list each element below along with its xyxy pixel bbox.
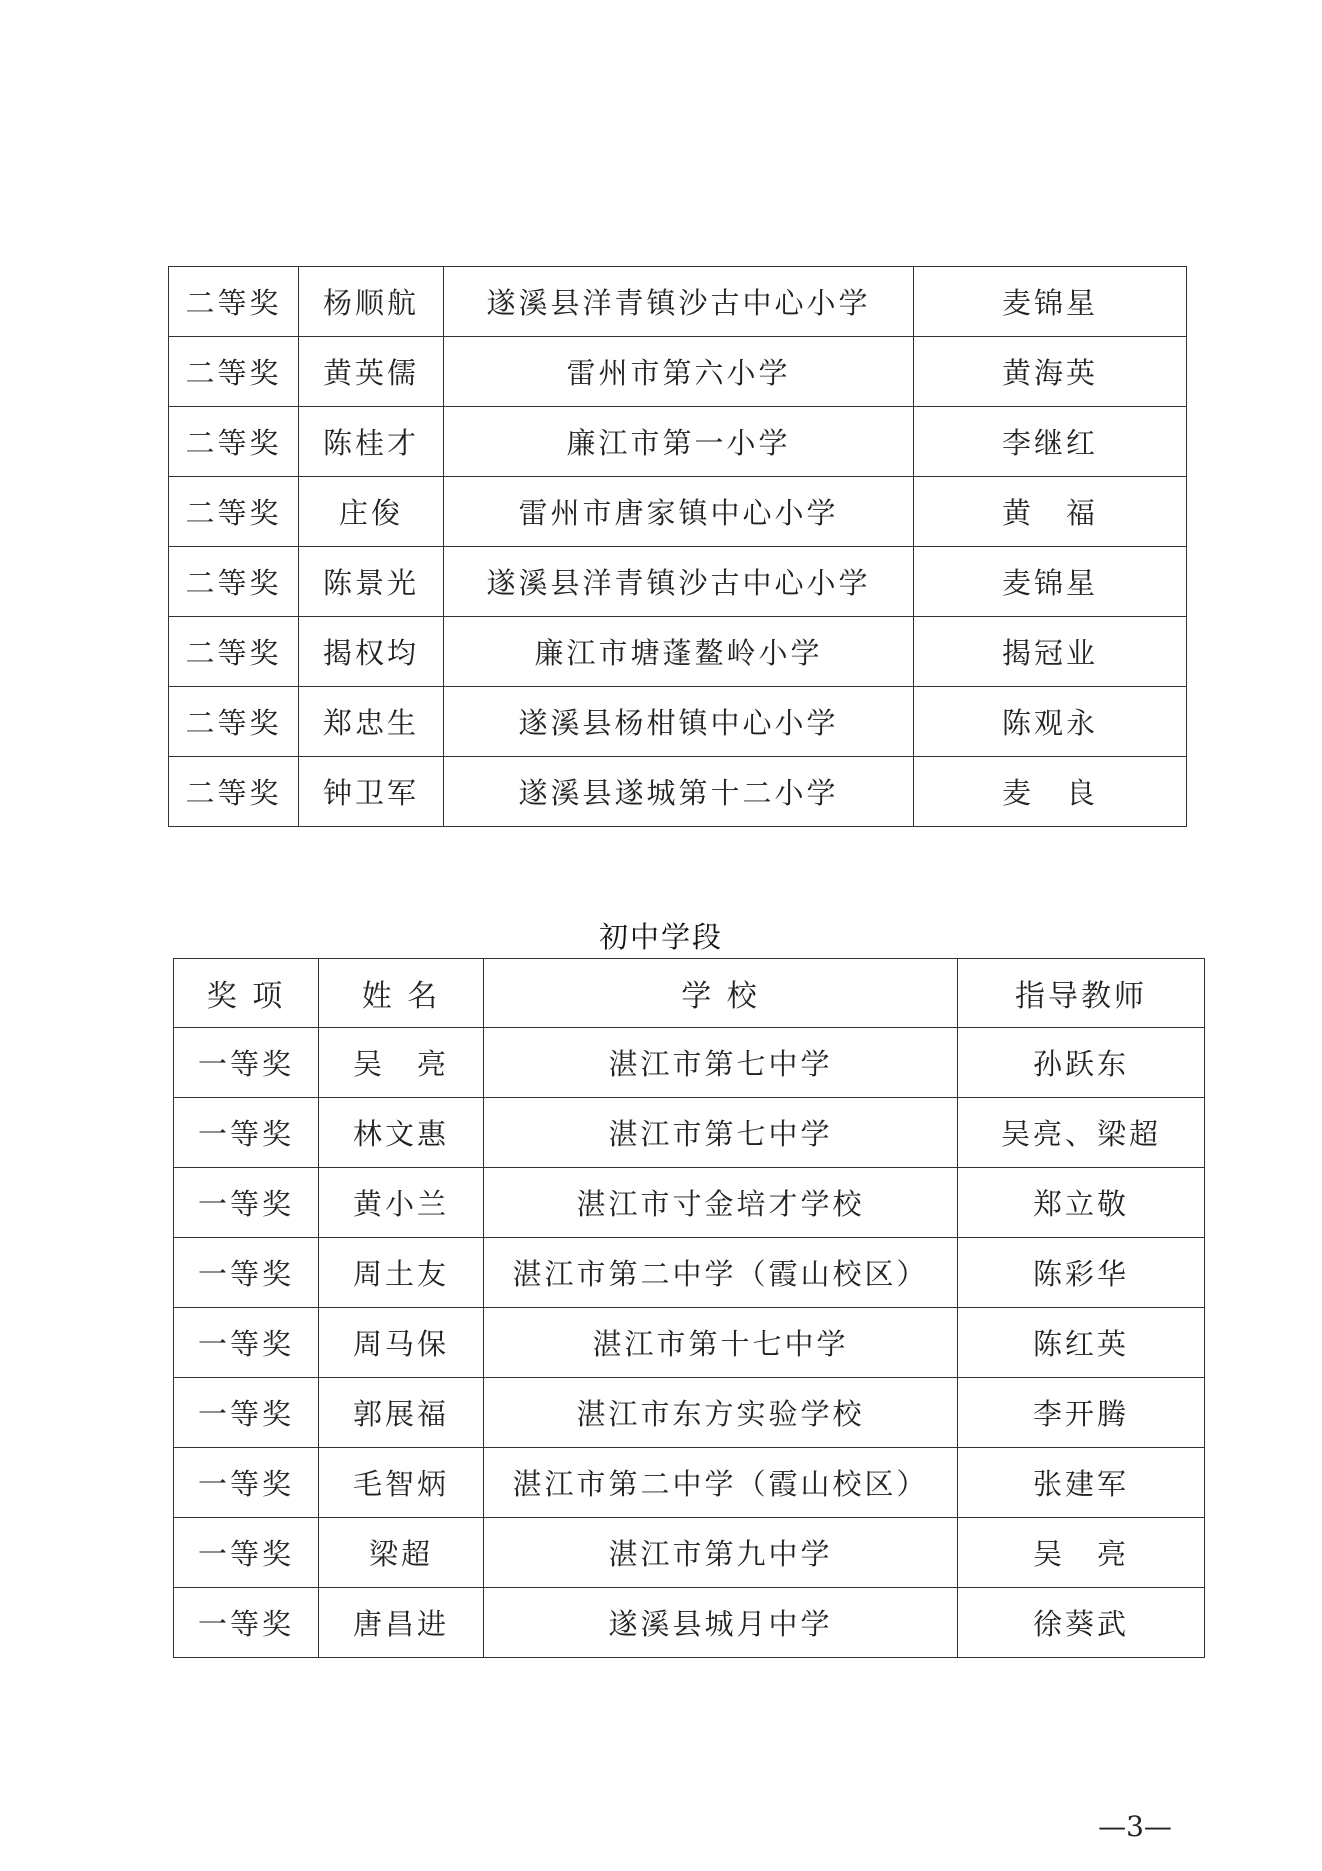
cell-award: 一等奖 xyxy=(174,1588,319,1658)
cell-award: 二等奖 xyxy=(169,407,299,477)
cell-award: 一等奖 xyxy=(174,1238,319,1308)
cell-teacher: 李继红 xyxy=(914,407,1187,477)
cell-teacher: 麦 良 xyxy=(914,757,1187,827)
cell-award: 一等奖 xyxy=(174,1518,319,1588)
cell-name: 黄英儒 xyxy=(299,337,444,407)
cell-name: 郭展福 xyxy=(319,1378,484,1448)
cell-teacher: 吴亮、梁超 xyxy=(958,1098,1205,1168)
cell-teacher: 黄 福 xyxy=(914,477,1187,547)
cell-name: 唐昌进 xyxy=(319,1588,484,1658)
cell-school: 遂溪县城月中学 xyxy=(484,1588,958,1658)
table-row xyxy=(174,1028,1205,1098)
table-row xyxy=(169,407,1187,477)
table-row xyxy=(169,337,1187,407)
cell-name: 周马保 xyxy=(319,1308,484,1378)
cell-teacher: 陈彩华 xyxy=(958,1238,1205,1308)
cell-name: 梁超 xyxy=(319,1518,484,1588)
table-row xyxy=(174,1238,1205,1308)
cell-award: 二等奖 xyxy=(169,477,299,547)
cell-teacher: 张建军 xyxy=(958,1448,1205,1518)
table-header-row xyxy=(174,959,1205,1028)
cell-school: 遂溪县洋青镇沙古中心小学 xyxy=(444,547,914,617)
header-name: 姓 名 xyxy=(319,959,484,1028)
cell-name: 郑忠生 xyxy=(299,687,444,757)
table-row xyxy=(169,547,1187,617)
cell-name: 陈桂才 xyxy=(299,407,444,477)
cell-school: 湛江市东方实验学校 xyxy=(484,1378,958,1448)
cell-name: 林文惠 xyxy=(319,1098,484,1168)
cell-school: 湛江市第七中学 xyxy=(484,1098,958,1168)
cell-name: 毛智炳 xyxy=(319,1448,484,1518)
cell-teacher: 陈红英 xyxy=(958,1308,1205,1378)
cell-name: 陈景光 xyxy=(299,547,444,617)
cell-award: 二等奖 xyxy=(169,337,299,407)
cell-school: 遂溪县杨柑镇中心小学 xyxy=(444,687,914,757)
table-row xyxy=(169,267,1187,337)
junior-table-body xyxy=(174,959,1205,1658)
cell-school: 遂溪县洋青镇沙古中心小学 xyxy=(444,267,914,337)
cell-school: 廉江市塘蓬鳌岭小学 xyxy=(444,617,914,687)
cell-name: 吴 亮 xyxy=(319,1028,484,1098)
cell-award: 二等奖 xyxy=(169,617,299,687)
primary-table-body xyxy=(169,267,1187,827)
cell-teacher: 陈观永 xyxy=(914,687,1187,757)
cell-award: 二等奖 xyxy=(169,547,299,617)
cell-name: 杨顺航 xyxy=(299,267,444,337)
cell-name: 揭权均 xyxy=(299,617,444,687)
header-award: 奖 项 xyxy=(174,959,319,1028)
cell-school: 雷州市第六小学 xyxy=(444,337,914,407)
cell-name: 庄俊 xyxy=(299,477,444,547)
table-row xyxy=(174,1308,1205,1378)
table-row xyxy=(169,477,1187,547)
cell-school: 湛江市第九中学 xyxy=(484,1518,958,1588)
cell-award: 一等奖 xyxy=(174,1098,319,1168)
cell-school: 遂溪县遂城第十二小学 xyxy=(444,757,914,827)
page-number: —3— xyxy=(1098,1810,1172,1843)
cell-award: 二等奖 xyxy=(169,267,299,337)
cell-teacher: 黄海英 xyxy=(914,337,1187,407)
table-row xyxy=(169,757,1187,827)
junior-awards-table xyxy=(173,958,1205,1658)
table-row xyxy=(174,1448,1205,1518)
header-teacher: 指导教师 xyxy=(958,959,1205,1028)
cell-teacher: 揭冠业 xyxy=(914,617,1187,687)
cell-teacher: 麦锦星 xyxy=(914,267,1187,337)
cell-teacher: 郑立敬 xyxy=(958,1168,1205,1238)
cell-school: 湛江市第十七中学 xyxy=(484,1308,958,1378)
primary-awards-table xyxy=(168,266,1187,827)
table-row xyxy=(174,1518,1205,1588)
table-row xyxy=(174,1378,1205,1448)
cell-school: 廉江市第一小学 xyxy=(444,407,914,477)
cell-school: 雷州市唐家镇中心小学 xyxy=(444,477,914,547)
cell-award: 一等奖 xyxy=(174,1028,319,1098)
cell-award: 一等奖 xyxy=(174,1168,319,1238)
header-school: 学 校 xyxy=(484,959,958,1028)
cell-school: 湛江市第二中学（霞山校区） xyxy=(484,1448,958,1518)
cell-name: 黄小兰 xyxy=(319,1168,484,1238)
cell-school: 湛江市第七中学 xyxy=(484,1028,958,1098)
cell-name: 钟卫军 xyxy=(299,757,444,827)
table-row xyxy=(169,687,1187,757)
cell-name: 周土友 xyxy=(319,1238,484,1308)
cell-award: 二等奖 xyxy=(169,757,299,827)
cell-award: 二等奖 xyxy=(169,687,299,757)
cell-award: 一等奖 xyxy=(174,1378,319,1448)
table-row xyxy=(174,1588,1205,1658)
table-row xyxy=(174,1168,1205,1238)
cell-school: 湛江市第二中学（霞山校区） xyxy=(484,1238,958,1308)
table-row xyxy=(174,1098,1205,1168)
section-title-junior: 初中学段 xyxy=(598,920,723,954)
cell-teacher: 徐葵武 xyxy=(958,1588,1205,1658)
cell-award: 一等奖 xyxy=(174,1308,319,1378)
cell-award: 一等奖 xyxy=(174,1448,319,1518)
cell-teacher: 吴 亮 xyxy=(958,1518,1205,1588)
table-row xyxy=(169,617,1187,687)
cell-teacher: 孙跃东 xyxy=(958,1028,1205,1098)
cell-teacher: 李开腾 xyxy=(958,1378,1205,1448)
cell-school: 湛江市寸金培才学校 xyxy=(484,1168,958,1238)
cell-teacher: 麦锦星 xyxy=(914,547,1187,617)
